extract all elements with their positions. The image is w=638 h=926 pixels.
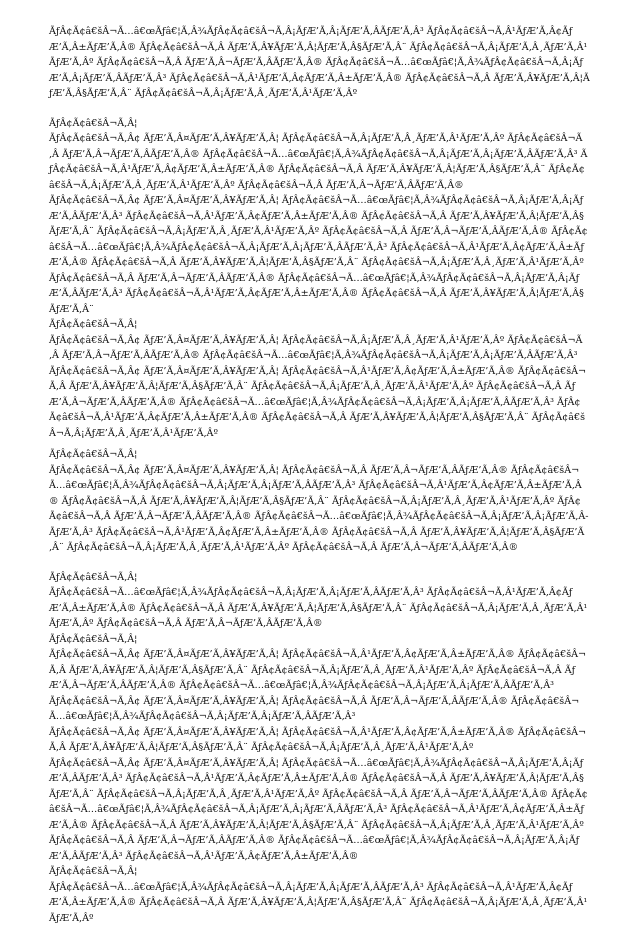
paragraph-11: ÃƒÂ¢Ã¢â€šÂ¬Ã‚Â¢ ÃƒÆ’Ã‚Â¤ÃƒÆ’Ã‚Â¥ÃƒÆ’Ã‚Â¦ ÃƒÂ¢Ã¢â€šÂ¬Ã…â€œÃƒâ€¦Ã‚Â¾ÃƒÂ¢Ã¢â€šÂ¬Ã‚Â¡ÃƒÆ’Ã‚Â¡ÃƒÆ’Ã‚ÂÃƒÆ’Ã‚Â³ ÃƒÂ¢Ã¢â€šÂ¬Ã‚Â¹ÃƒÆ’Ã‚Â¢ÃƒÆ’Ã‚Â±ÃƒÆ’Ã‚Â® ÃƒÂ¢Ã¢â€šÂ¬Ã‚Â ÃƒÆ’Ã‚Â¥ÃƒÆ’Ã‚Â¦ÃƒÆ’Ã‚Â§ÃƒÆ’Ã‚Â¨ ÃƒÂ¢Ã¢â€šÂ¬Ã‚Â¡ÃƒÆ’Ã‚Â¸ÃƒÆ’Ã‚Â¹ÃƒÆ’Ã‚Âº ÃƒÂ¢Ã¢â€šÂ¬Ã‚Â ÃƒÆ’Ã‚Â¬ÃƒÆ’Ã‚ÂÃƒÆ’Ã‚Â® ÃƒÂ¢Ã¢â€šÂ¬Ã…â€œÃƒâ€¦Ã‚Â¾ÃƒÂ¢Ã¢â€šÂ¬Ã‚Â¡ÃƒÆ’Ã‚Â¡ÃƒÆ’Ã‚ÂÃƒÆ’Ã‚Â³ ÃƒÂ¢Ã¢â€šÂ¬Ã‚Â¹ÃƒÆ’Ã‚Â¢ÃƒÆ’Ã‚Â±ÃƒÆ’Ã‚Â® ÃƒÂ¢Ã¢â€šÂ¬Ã‚Â ÃƒÆ’Ã‚Â¥ÃƒÆ’Ã‚Â¦ÃƒÆ’Ã‚Â§ÃƒÆ’Ã‚Â¨ ÃƒÂ¢Ã¢â€šÂ¬Ã‚Â¡ÃƒÆ’Ã‚Â¸ÃƒÆ’Ã‚Â¹ÃƒÆ’Ã‚Âº ÃƒÂ¢Ã¢â€šÂ¬Ã‚Â ÃƒÆ’Ã‚Â¬ÃƒÆ’Ã‚ÂÃƒÆ’Ã‚Â® ÃƒÂ¢Ã¢â€šÂ¬Ã…â€œÃƒâ€¦Ã‚Â¾ÃƒÂ¢Ã¢â€šÂ¬Ã‚Â¡ÃƒÆ’Ã‚Â¡ÃƒÆ’Ã‚ÂÃƒÆ’Ã‚Â³ ÃƒÂ¢Ã¢â€šÂ¬Ã‚Â¹ÃƒÆ’Ã‚Â¢ÃƒÆ’Ã‚Â±ÃƒÆ’Ã‚Â® (49, 756, 590, 865)
paragraph-5: ÃƒÂ¢Ã¢â€šÂ¬Ã‚Â¢ ÃƒÆ’Ã‚Â¤ÃƒÆ’Ã‚Â¥ÃƒÆ’Ã‚Â¦ ÃƒÂ¢Ã¢â€šÂ¬Ã‚Â¹ÃƒÆ’Ã‚Â¢ÃƒÆ’Ã‚Â±ÃƒÆ’Ã‚Â® ÃƒÂ¢Ã¢â€šÂ¬Ã‚Â ÃƒÆ’Ã‚Â¥ÃƒÆ’Ã‚Â¦ÃƒÆ’Ã‚Â§ÃƒÆ’Ã‚Â¨ ÃƒÂ¢Ã¢â€šÂ¬Ã‚Â¡ÃƒÆ’Ã‚Â¸ÃƒÆ’Ã‚Â¹ÃƒÆ’Ã‚Âº ÃƒÂ¢Ã¢â€šÂ¬Ã‚Â ÃƒÆ’Ã‚Â¬ÃƒÆ’Ã‚ÂÃƒÆ’Ã‚Â® ÃƒÂ¢Ã¢â€šÂ¬Ã…â€œÃƒâ€¦Ã‚Â¾ÃƒÂ¢Ã¢â€šÂ¬Ã‚Â¡ÃƒÆ’Ã‚Â¡ÃƒÆ’Ã‚ÂÃƒÆ’Ã‚Â³ ÃƒÂ¢Ã¢â€šÂ¬Ã‚Â¹ÃƒÆ’Ã‚Â¢ÃƒÆ’Ã‚Â±ÃƒÆ’Ã‚Â® ÃƒÂ¢Ã¢â€šÂ¬Ã‚Â ÃƒÆ’Ã‚Â¥ÃƒÆ’Ã‚Â¦ÃƒÆ’Ã‚Â§ÃƒÆ’Ã‚Â¨ ÃƒÂ¢Ã¢â€šÂ¬Ã‚Â¡ÃƒÆ’Ã‚Â¸ÃƒÆ’Ã‚Â¹ÃƒÆ’Ã‚Âº (49, 364, 590, 442)
paragraph-8: ÃƒÂ¢Ã¢â€šÂ¬Ã‚Â¢ ÃƒÆ’Ã‚Â¤ÃƒÆ’Ã‚Â¥ÃƒÆ’Ã‚Â¦ ÃƒÂ¢Ã¢â€šÂ¬Ã‚Â¹ÃƒÆ’Ã‚Â¢ÃƒÆ’Ã‚Â±ÃƒÆ’Ã‚Â® ÃƒÂ¢Ã¢â€šÂ¬Ã‚Â ÃƒÆ’Ã‚Â¥ÃƒÆ’Ã‚Â¦ÃƒÆ’Ã‚Â§ÃƒÆ’Ã‚Â¨ ÃƒÂ¢Ã¢â€šÂ¬Ã‚Â¡ÃƒÆ’Ã‚Â¸ÃƒÆ’Ã‚Â¹ÃƒÆ’Ã‚Âº ÃƒÂ¢Ã¢â€šÂ¬Ã‚Â ÃƒÆ’Ã‚Â¬ÃƒÆ’Ã‚ÂÃƒÆ’Ã‚Â® ÃƒÂ¢Ã¢â€šÂ¬Ã…â€œÃƒâ€¦Ã‚Â¾ÃƒÂ¢Ã¢â€šÂ¬Ã‚Â¡ÃƒÆ’Ã‚Â¡ÃƒÆ’Ã‚ÂÃƒÆ’Ã‚Â³ (49, 647, 590, 694)
paragraph-7: ÃƒÂ¢Ã¢â€šÂ¬Ã…â€œÃƒâ€¦Ã‚Â¾ÃƒÂ¢Ã¢â€šÂ¬Ã‚Â¡ÃƒÆ’Ã‚Â¡ÃƒÆ’Ã‚ÂÃƒÆ’Ã‚Â³ ÃƒÂ¢Ã¢â€šÂ¬Ã‚Â¹ÃƒÆ’Ã‚Â¢ÃƒÆ’Ã‚Â±ÃƒÆ’Ã‚Â® ÃƒÂ¢Ã¢â€šÂ¬Ã‚Â ÃƒÆ’Ã‚Â¥ÃƒÆ’Ã‚Â¦ÃƒÆ’Ã‚Â§ÃƒÆ’Ã‚Â¨ ÃƒÂ¢Ã¢â€šÂ¬Ã‚Â¡ÃƒÆ’Ã‚Â¸ÃƒÆ’Ã‚Â¹ÃƒÆ’Ã‚Âº ÃƒÂ¢Ã¢â€šÂ¬Ã‚Â ÃƒÆ’Ã‚Â¬ÃƒÆ’Ã‚ÂÃƒÆ’Ã‚Â® (49, 585, 590, 632)
section-marker-3: ÃƒÂ¢Ã¢â€šÂ¬Ã‚Â¦ (49, 447, 590, 463)
section-marker-4: ÃƒÂ¢Ã¢â€šÂ¬Ã‚Â¦ (49, 570, 590, 586)
section-marker-6: ÃƒÂ¢Ã¢â€šÂ¬Ã‚Â¦ (49, 864, 590, 880)
section-marker-2: ÃƒÂ¢Ã¢â€šÂ¬Ã‚Â¦ (49, 317, 590, 333)
paragraph-10: ÃƒÂ¢Ã¢â€šÂ¬Ã‚Â¢ ÃƒÆ’Ã‚Â¤ÃƒÆ’Ã‚Â¥ÃƒÆ’Ã‚Â¦ ÃƒÂ¢Ã¢â€šÂ¬Ã‚Â¹ÃƒÆ’Ã‚Â¢ÃƒÆ’Ã‚Â±ÃƒÆ’Ã‚Â® ÃƒÂ¢Ã¢â€šÂ¬Ã‚Â ÃƒÆ’Ã‚Â¥ÃƒÆ’Ã‚Â¦ÃƒÆ’Ã‚Â§ÃƒÆ’Ã‚Â¨ ÃƒÂ¢Ã¢â€šÂ¬Ã‚Â¡ÃƒÆ’Ã‚Â¸ÃƒÆ’Ã‚Â¹ÃƒÆ’Ã‚Âº (49, 725, 590, 756)
paragraph-9: ÃƒÂ¢Ã¢â€šÂ¬Ã‚Â¢ ÃƒÆ’Ã‚Â¤ÃƒÆ’Ã‚Â¥ÃƒÆ’Ã‚Â¦ ÃƒÂ¢Ã¢â€šÂ¬Ã‚Â ÃƒÆ’Ã‚Â¬ÃƒÆ’Ã‚ÂÃƒÆ’Ã‚Â® ÃƒÂ¢Ã¢â€šÂ¬Ã…â€œÃƒâ€¦Ã‚Â¾ÃƒÂ¢Ã¢â€šÂ¬Ã‚Â¡ÃƒÆ’Ã‚Â¡ÃƒÆ’Ã‚ÂÃƒÆ’Ã‚Â³ (49, 694, 590, 725)
paragraph-12: ÃƒÂ¢Ã¢â€šÂ¬Ã…â€œÃƒâ€¦Ã‚Â¾ÃƒÂ¢Ã¢â€šÂ¬Ã‚Â¡ÃƒÆ’Ã‚Â¡ÃƒÆ’Ã‚ÂÃƒÆ’Ã‚Â³ ÃƒÂ¢Ã¢â€šÂ¬Ã‚Â¹ÃƒÆ’Ã‚Â¢ÃƒÆ’Ã‚Â±ÃƒÆ’Ã‚Â® ÃƒÂ¢Ã¢â€šÂ¬Ã‚Â ÃƒÆ’Ã‚Â¥ÃƒÆ’Ã‚Â¦ÃƒÆ’Ã‚Â§ÃƒÆ’Ã‚Â¨ ÃƒÂ¢Ã¢â€šÂ¬Ã‚Â¡ÃƒÆ’Ã‚Â¸ÃƒÆ’Ã‚Â¹ÃƒÆ’Ã‚Âº (49, 880, 590, 926)
section-marker-5: ÃƒÂ¢Ã¢â€šÂ¬Ã‚Â¦ (49, 632, 590, 648)
section-marker-1: ÃƒÂ¢Ã¢â€šÂ¬Ã‚Â¦ (49, 116, 590, 132)
paragraph-6: ÃƒÂ¢Ã¢â€šÂ¬Ã‚Â¢ ÃƒÆ’Ã‚Â¤ÃƒÆ’Ã‚Â¥ÃƒÆ’Ã‚Â¦ ÃƒÂ¢Ã¢â€šÂ¬Ã‚Â ÃƒÆ’Ã‚Â¬ÃƒÆ’Ã‚ÂÃƒÆ’Ã‚Â® ÃƒÂ¢Ã¢â€šÂ¬Ã…â€œÃƒâ€¦Ã‚Â¾ÃƒÂ¢Ã¢â€šÂ¬Ã‚Â¡ÃƒÆ’Ã‚Â¡ÃƒÆ’Ã‚ÂÃƒÆ’Ã‚Â³ ÃƒÂ¢Ã¢â€šÂ¬Ã‚Â¹ÃƒÆ’Ã‚Â¢ÃƒÆ’Ã‚Â±ÃƒÆ’Ã‚Â® ÃƒÂ¢Ã¢â€šÂ¬Ã‚Â ÃƒÆ’Ã‚Â¥ÃƒÆ’Ã‚Â¦ÃƒÆ’Ã‚Â§ÃƒÆ’Ã‚Â¨ ÃƒÂ¢Ã¢â€šÂ¬Ã‚Â¡ÃƒÆ’Ã‚Â¸ÃƒÆ’Ã‚Â¹ÃƒÆ’Ã‚Âº ÃƒÂ¢Ã¢â€šÂ¬Ã‚Â ÃƒÆ’Ã‚Â¬ÃƒÆ’Ã‚ÂÃƒÆ’Ã‚Â® ÃƒÂ¢Ã¢â€šÂ¬Ã…â€œÃƒâ€¦Ã‚Â¾ÃƒÂ¢Ã¢â€šÂ¬Ã‚Â¡ÃƒÆ’Ã‚Â¡ÃƒÆ’Ã‚ÂÃƒÆ’Ã‚Â³ ÃƒÂ¢Ã¢â€šÂ¬Ã‚Â¹ÃƒÆ’Ã‚Â¢ÃƒÆ’Ã‚Â±ÃƒÆ’Ã‚Â® ÃƒÂ¢Ã¢â€šÂ¬Ã‚Â ÃƒÆ’Ã‚Â¥ÃƒÆ’Ã‚Â¦ÃƒÆ’Ã‚Â§ÃƒÆ’Ã‚Â¨ ÃƒÂ¢Ã¢â€šÂ¬Ã‚Â¡ÃƒÆ’Ã‚Â¸ÃƒÆ’Ã‚Â¹ÃƒÆ’Ã‚Âº ÃƒÂ¢Ã¢â€šÂ¬Ã‚Â ÃƒÆ’Ã‚Â¬ÃƒÆ’Ã‚ÂÃƒÆ’Ã‚Â® (49, 463, 590, 556)
paragraph-4: ÃƒÂ¢Ã¢â€šÂ¬Ã‚Â¢ ÃƒÆ’Ã‚Â¤ÃƒÆ’Ã‚Â¥ÃƒÆ’Ã‚Â¦ ÃƒÂ¢Ã¢â€šÂ¬Ã‚Â¡ÃƒÆ’Ã‚Â¸ÃƒÆ’Ã‚Â¹ÃƒÆ’Ã‚Âº ÃƒÂ¢Ã¢â€šÂ¬Ã‚Â ÃƒÆ’Ã‚Â¬ÃƒÆ’Ã‚ÂÃƒÆ’Ã‚Â® ÃƒÂ¢Ã¢â€šÂ¬Ã…â€œÃƒâ€¦Ã‚Â¾ÃƒÂ¢Ã¢â€šÂ¬Ã‚Â¡ÃƒÆ’Ã‚Â¡ÃƒÆ’Ã‚ÂÃƒÆ’Ã‚Â³ (49, 333, 590, 364)
paragraph-2: ÃƒÂ¢Ã¢â€šÂ¬Ã‚Â¢ ÃƒÆ’Ã‚Â¤ÃƒÆ’Ã‚Â¥ÃƒÆ’Ã‚Â¦ ÃƒÂ¢Ã¢â€šÂ¬Ã‚Â¡ÃƒÆ’Ã‚Â¸ÃƒÆ’Ã‚Â¹ÃƒÆ’Ã‚Âº ÃƒÂ¢Ã¢â€šÂ¬Ã‚Â ÃƒÆ’Ã‚Â¬ÃƒÆ’Ã‚ÂÃƒÆ’Ã‚Â® ÃƒÂ¢Ã¢â€šÂ¬Ã…â€œÃƒâ€¦Ã‚Â¾ÃƒÂ¢Ã¢â€šÂ¬Ã‚Â¡ÃƒÆ’Ã‚Â¡ÃƒÆ’Ã‚ÂÃƒÆ’Ã‚Â³ ÃƒÂ¢Ã¢â€šÂ¬Ã‚Â¹ÃƒÆ’Ã‚Â¢ÃƒÆ’Ã‚Â±ÃƒÆ’Ã‚Â® ÃƒÂ¢Ã¢â€šÂ¬Ã‚Â ÃƒÆ’Ã‚Â¥ÃƒÆ’Ã‚Â¦ÃƒÆ’Ã‚Â§ÃƒÆ’Ã‚Â¨ ÃƒÂ¢Ã¢â€šÂ¬Ã‚Â¡ÃƒÆ’Ã‚Â¸ÃƒÆ’Ã‚Â¹ÃƒÆ’Ã‚Âº ÃƒÂ¢Ã¢â€šÂ¬Ã‚Â ÃƒÆ’Ã‚Â¬ÃƒÆ’Ã‚ÂÃƒÆ’Ã‚Â® (49, 131, 590, 193)
paragraph-1: ÃƒÂ¢Ã¢â€šÂ¬Ã…â€œÃƒâ€¦Ã‚Â¾ÃƒÂ¢Ã¢â€šÂ¬Ã‚Â¡ÃƒÆ’Ã‚Â¡ÃƒÆ’Ã‚ÂÃƒÆ’Ã‚Â³ ÃƒÂ¢Ã¢â€šÂ¬Ã‚Â¹ÃƒÆ’Ã‚Â¢ÃƒÆ’Ã‚Â±ÃƒÆ’Ã‚Â® ÃƒÂ¢Ã¢â€šÂ¬Ã‚Â ÃƒÆ’Ã‚Â¥ÃƒÆ’Ã‚Â¦ÃƒÆ’Ã‚Â§ÃƒÆ’Ã‚Â¨ ÃƒÂ¢Ã¢â€šÂ¬Ã‚Â¡ÃƒÆ’Ã‚Â¸ÃƒÆ’Ã‚Â¹ÃƒÆ’Ã‚Âº ÃƒÂ¢Ã¢â€šÂ¬Ã‚Â ÃƒÆ’Ã‚Â¬ÃƒÆ’Ã‚ÂÃƒÆ’Ã‚Â® ÃƒÂ¢Ã¢â€šÂ¬Ã…â€œÃƒâ€¦Ã‚Â¾ÃƒÂ¢Ã¢â€šÂ¬Ã‚Â¡ÃƒÆ’Ã‚Â¡ÃƒÆ’Ã‚ÂÃƒÆ’Ã‚Â³ ÃƒÂ¢Ã¢â€šÂ¬Ã‚Â¹ÃƒÆ’Ã‚Â¢ÃƒÆ’Ã‚Â±ÃƒÆ’Ã‚Â® ÃƒÂ¢Ã¢â€šÂ¬Ã‚Â ÃƒÆ’Ã‚Â¥ÃƒÆ’Ã‚Â¦ÃƒÆ’Ã‚Â§ÃƒÆ’Ã‚Â¨ ÃƒÂ¢Ã¢â€šÂ¬Ã‚Â¡ÃƒÆ’Ã‚Â¸ÃƒÆ’Ã‚Â¹ÃƒÆ’Ã‚Âº (49, 24, 590, 102)
paragraph-3: ÃƒÂ¢Ã¢â€šÂ¬Ã‚Â¢ ÃƒÆ’Ã‚Â¤ÃƒÆ’Ã‚Â¥ÃƒÆ’Ã‚Â¦ ÃƒÂ¢Ã¢â€šÂ¬Ã…â€œÃƒâ€¦Ã‚Â¾ÃƒÂ¢Ã¢â€šÂ¬Ã‚Â¡ÃƒÆ’Ã‚Â¡ÃƒÆ’Ã‚ÂÃƒÆ’Ã‚Â³ ÃƒÂ¢Ã¢â€šÂ¬Ã‚Â¹ÃƒÆ’Ã‚Â¢ÃƒÆ’Ã‚Â±ÃƒÆ’Ã‚Â® ÃƒÂ¢Ã¢â€šÂ¬Ã‚Â ÃƒÆ’Ã‚Â¥ÃƒÆ’Ã‚Â¦ÃƒÆ’Ã‚Â§ÃƒÆ’Ã‚Â¨ ÃƒÂ¢Ã¢â€šÂ¬Ã‚Â¡ÃƒÆ’Ã‚Â¸ÃƒÆ’Ã‚Â¹ÃƒÆ’Ã‚Âº ÃƒÂ¢Ã¢â€šÂ¬Ã‚Â ÃƒÆ’Ã‚Â¬ÃƒÆ’Ã‚ÂÃƒÆ’Ã‚Â® ÃƒÂ¢Ã¢â€šÂ¬Ã…â€œÃƒâ€¦Ã‚Â¾ÃƒÂ¢Ã¢â€šÂ¬Ã‚Â¡ÃƒÆ’Ã‚Â¡ÃƒÆ’Ã‚ÂÃƒÆ’Ã‚Â³ ÃƒÂ¢Ã¢â€šÂ¬Ã‚Â¹ÃƒÆ’Ã‚Â¢ÃƒÆ’Ã‚Â±ÃƒÆ’Ã‚Â® ÃƒÂ¢Ã¢â€šÂ¬Ã‚Â ÃƒÆ’Ã‚Â¥ÃƒÆ’Ã‚Â¦ÃƒÆ’Ã‚Â§ÃƒÆ’Ã‚Â¨ ÃƒÂ¢Ã¢â€šÂ¬Ã‚Â¡ÃƒÆ’Ã‚Â¸ÃƒÆ’Ã‚Â¹ÃƒÆ’Ã‚Âº ÃƒÂ¢Ã¢â€šÂ¬Ã‚Â ÃƒÆ’Ã‚Â¬ÃƒÆ’Ã‚ÂÃƒÆ’Ã‚Â® ÃƒÂ¢Ã¢â€šÂ¬Ã…â€œÃƒâ€¦Ã‚Â¾ÃƒÂ¢Ã¢â€šÂ¬Ã‚Â¡ÃƒÆ’Ã‚Â¡ÃƒÆ’Ã‚ÂÃƒÆ’Ã‚Â³ ÃƒÂ¢Ã¢â€šÂ¬Ã‚Â¹ÃƒÆ’Ã‚Â¢ÃƒÆ’Ã‚Â±ÃƒÆ’Ã‚Â® ÃƒÂ¢Ã¢â€šÂ¬Ã‚Â ÃƒÆ’Ã‚Â¥ÃƒÆ’Ã‚Â¦ÃƒÆ’Ã‚Â§ÃƒÆ’Ã‚Â¨ (49, 193, 590, 317)
